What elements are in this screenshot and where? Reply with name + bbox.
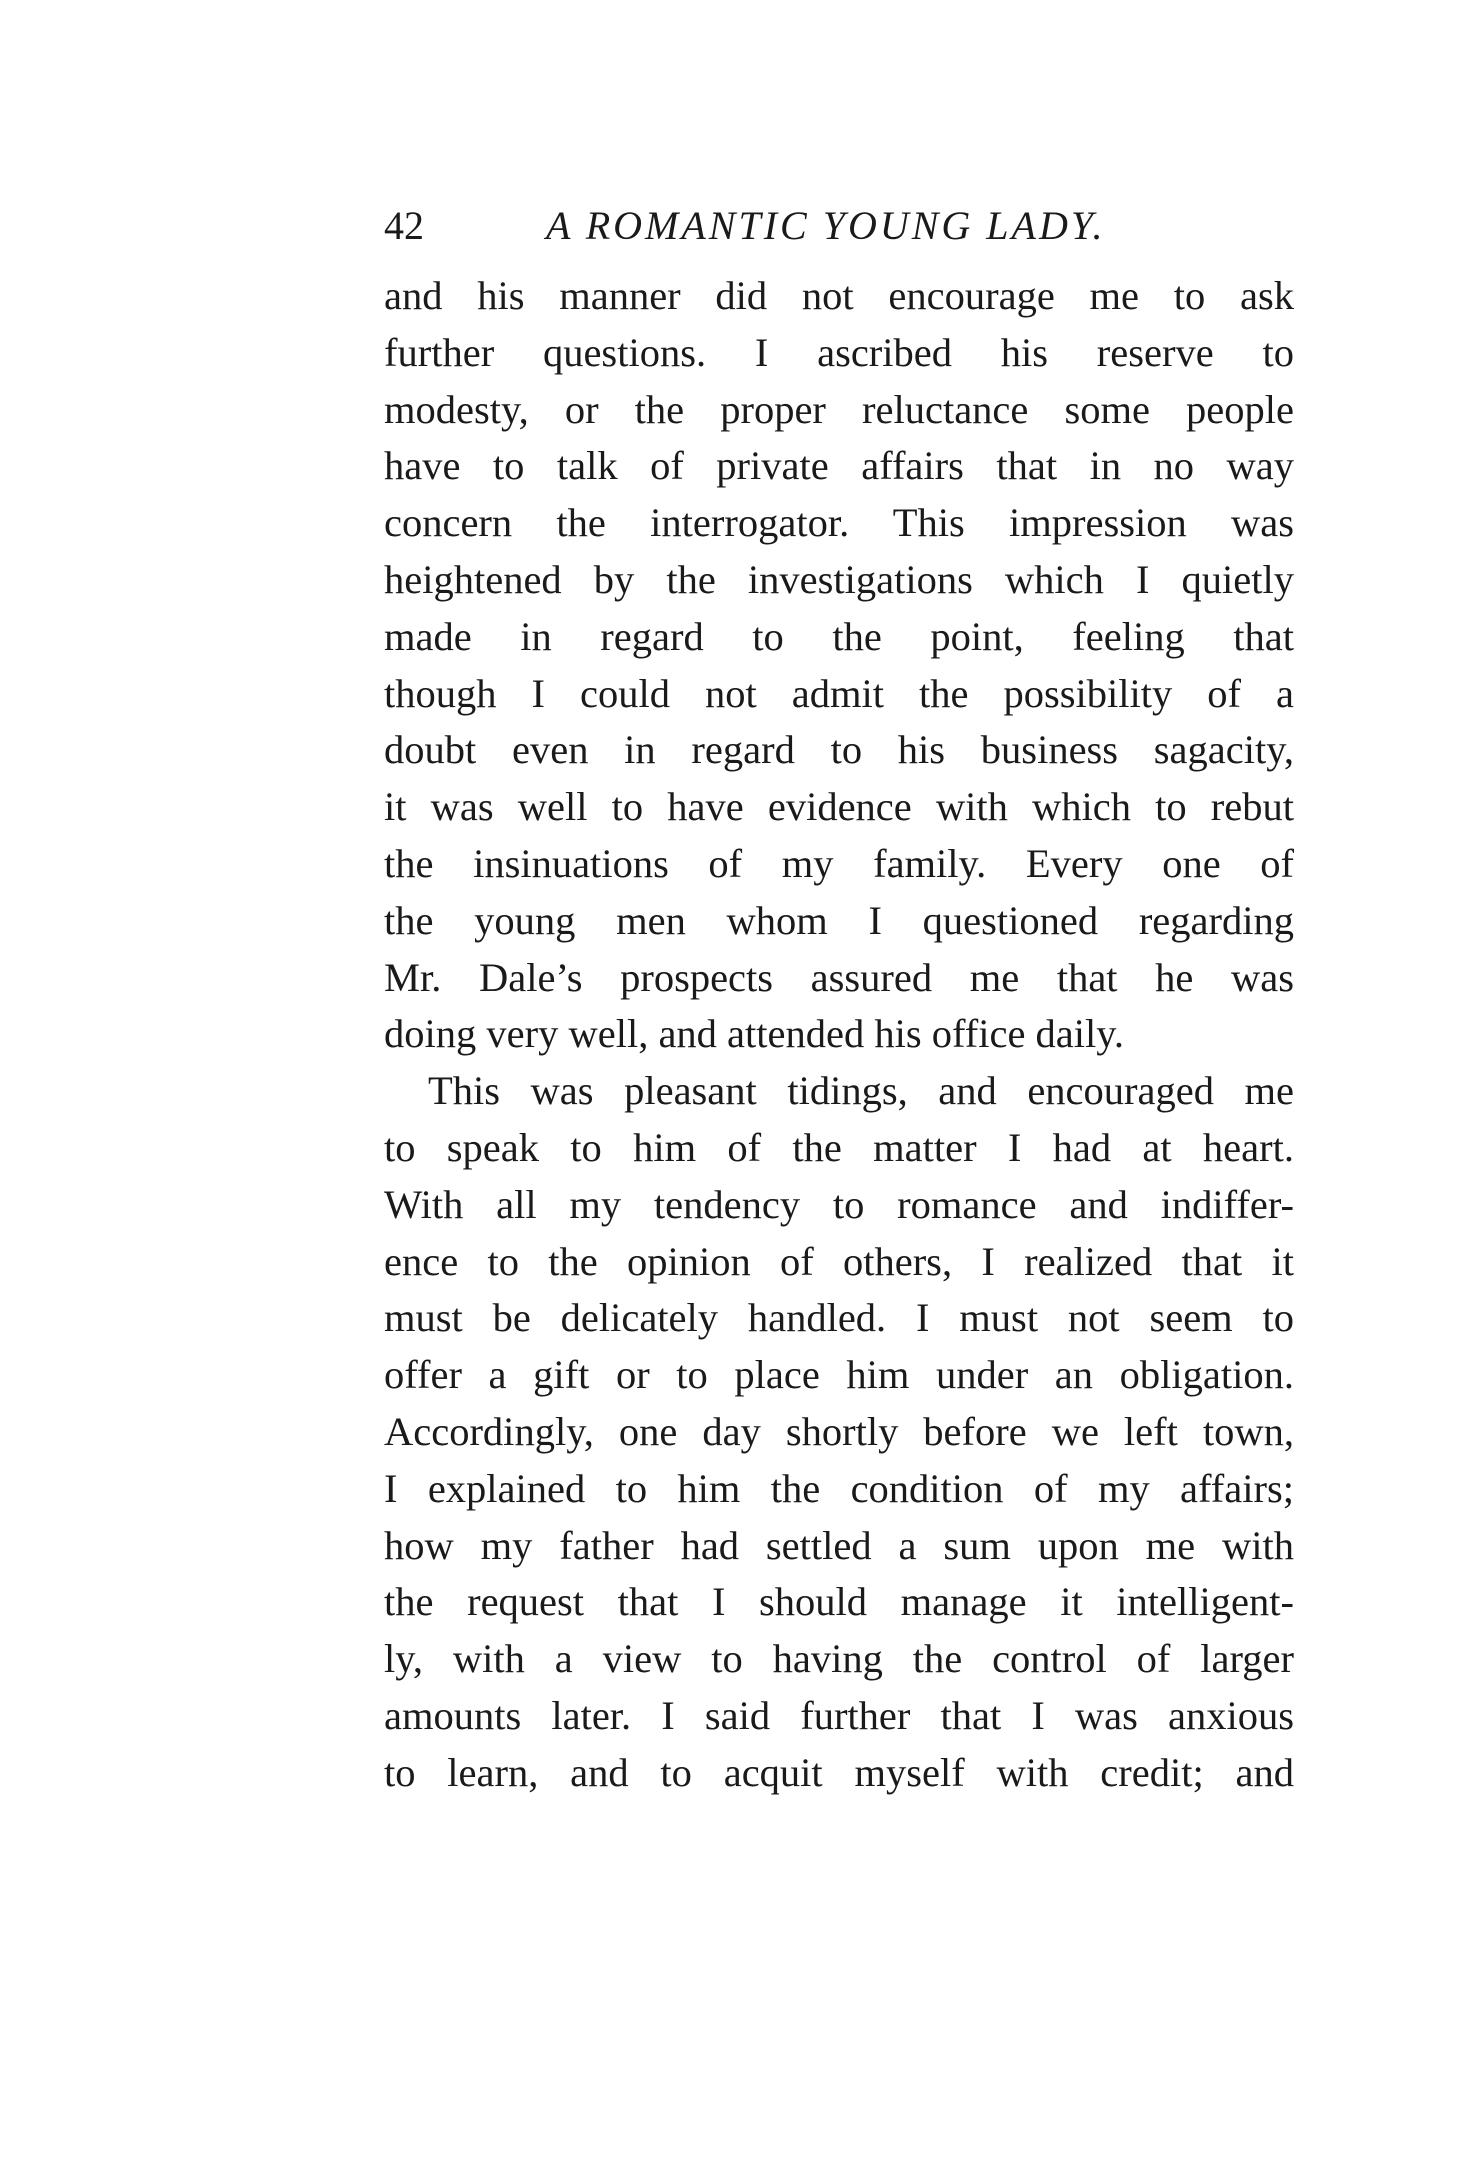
page-header	[384, 196, 1294, 256]
text-line: modesty, or the proper reluctance some people	[384, 386, 1294, 432]
running-head: A ROMANTIC YOUNG LADY.	[546, 203, 1106, 248]
text-line: offer a gift or to place him under an obligation.	[384, 1352, 1294, 1398]
text-line: how my father had settled a sum upon me with	[384, 1522, 1294, 1568]
text-line: concern the interrogator. This impression was	[384, 500, 1294, 546]
text-line: ly, with a view to having the control of larger	[384, 1636, 1294, 1682]
text-line: though I could not admit the possibility of a	[384, 670, 1294, 716]
text-line: heightened by the investigations which I quietly	[384, 556, 1294, 602]
paragraph-1	[384, 268, 1294, 1063]
text-line: further questions. I ascribed his reserve to	[384, 329, 1294, 375]
text-line: the young men whom I questioned regarding	[384, 897, 1294, 943]
text-line: Accordingly, one day shortly before we left town,	[384, 1408, 1294, 1454]
text-line: doubt even in regard to his business sagacity,	[384, 727, 1294, 773]
text-line: This was pleasant tidings, and encouraged me	[428, 1068, 1294, 1114]
text-line: I explained to him the condition of my affairs;	[384, 1465, 1294, 1511]
body-text	[384, 268, 1294, 1802]
page-number: 42	[384, 203, 424, 248]
text-line: must be delicately handled. I must not seem to	[384, 1295, 1294, 1341]
text-line: amounts later. I said further that I was anxious	[384, 1692, 1294, 1738]
text-line: With all my tendency to romance and indiffer-	[384, 1181, 1294, 1227]
text-line: ence to the opinion of others, I realized that it	[384, 1238, 1294, 1284]
text-line: Mr. Dale’s prospects assured me that he was	[384, 954, 1294, 1000]
text-line: the request that I should manage it intelligent-	[384, 1579, 1294, 1625]
text-line: the insinuations of my family. Every one of	[384, 840, 1294, 886]
text-line: to speak to him of the matter I had at heart.	[384, 1124, 1294, 1170]
text-line: doing very well, and attended his office daily.	[384, 1011, 1125, 1057]
text-line: made in regard to the point, feeling that	[384, 613, 1294, 659]
paragraph-2	[384, 1063, 1294, 1801]
text-line: and his manner did not encourage me to ask	[384, 273, 1294, 318]
text-line: it was well to have evidence with which to rebut	[384, 784, 1294, 830]
text-line: have to talk of private affairs that in no way	[384, 443, 1294, 489]
text-line: to learn, and to acquit myself with credit; and	[384, 1749, 1294, 1795]
